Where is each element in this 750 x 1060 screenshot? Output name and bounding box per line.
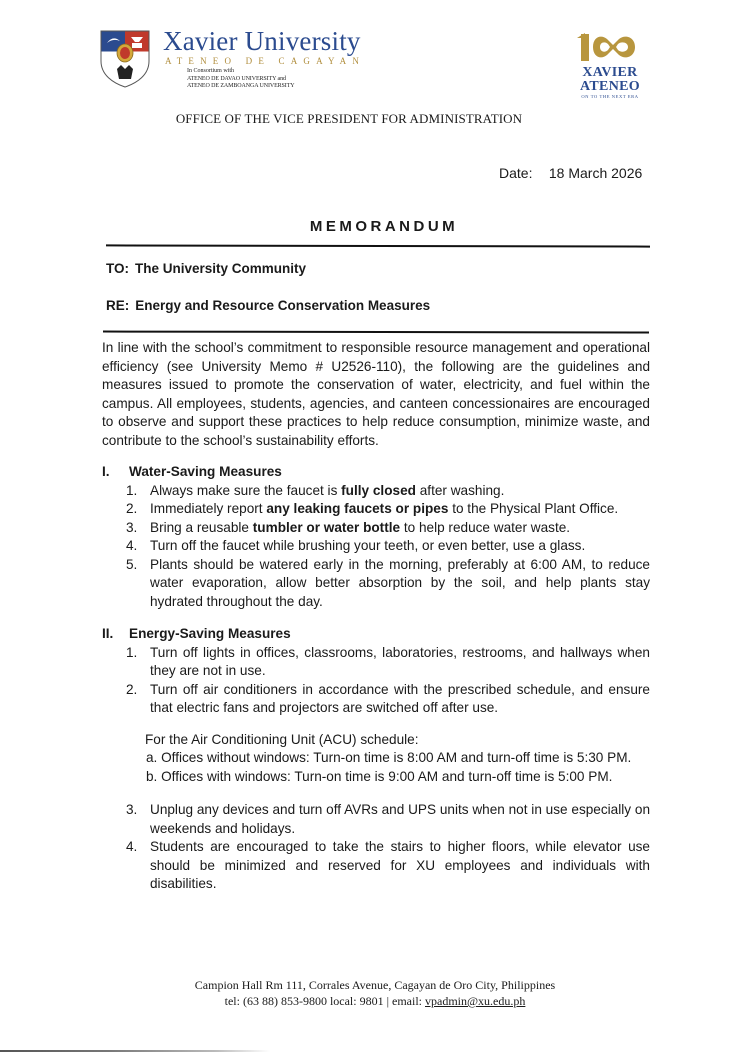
list-item <box>126 500 650 519</box>
centennial-tagline: ON TO THE NEXT ERA <box>581 94 639 99</box>
university-name: Xavier University <box>163 26 361 56</box>
item-text: Students are encouraged to take the stairs to higher floors, while elevator use should be minimized and reserved for XU employees and individuals with disabilities. <box>150 839 650 891</box>
divider-top <box>106 244 650 247</box>
footer-address: Campion Hall Rm 111, Corrales Avenue, Cagayan de Oro City, Philippines <box>194 978 556 992</box>
item-text: Bring a reusable tumbler or water bottle to help reduce water waste. <box>150 519 571 535</box>
date-value: 18 March 2026 <box>548 165 643 181</box>
centennial-line2: ATENEO <box>580 79 640 94</box>
item-number: 1. <box>126 482 138 498</box>
consortium-block <box>187 68 295 91</box>
energy-measures-list <box>126 644 650 718</box>
list-item <box>126 556 650 612</box>
section-number: II. <box>102 626 114 641</box>
intro-paragraph: In line with the school’s commitment to responsible resource management and operational efficiency (see University Memo # U2526-110), the following are the guidelines and measures issued to promote the conservation of water, electricity, and fuel within the campus. All employees, students, agencies, and canteen concessionaires are encouraged to observe and support these practices to help reduce consumption, minimize waste, and contribute to the school’s sustainability efforts. <box>102 340 650 448</box>
footer-contact <box>0 993 750 1009</box>
to-label: TO: <box>106 261 129 276</box>
memo-title-text: MEMORANDUM <box>309 218 459 235</box>
section-heading <box>102 625 650 644</box>
item-text: Plants should be watered early in the morning, preferably at 6:00 AM, to reduce water evaporation, allow better absorption by the soil, and help plants stay hydrated throughout the day. <box>150 556 650 609</box>
memo-re-line <box>106 298 430 313</box>
memo-to-line <box>106 261 306 276</box>
re-label: RE: <box>106 298 130 313</box>
memo-title <box>0 218 750 235</box>
consortium-line: In Consortium with <box>187 68 235 74</box>
list-item <box>126 537 650 556</box>
item-number: 2. <box>126 681 138 697</box>
section-number: I. <box>102 464 110 479</box>
acu-schedule-intro: For the Air Conditioning Unit (ACU) schedule: <box>145 731 419 747</box>
energy-measures-list-continued <box>126 801 650 894</box>
item-number: 2. <box>126 501 138 516</box>
section-water-saving <box>102 463 650 611</box>
item-number: 4. <box>126 839 138 854</box>
water-measures-list <box>126 482 650 612</box>
item-text: Immediately report any leaking faucets or pipes to the Physical Plant Office. <box>150 501 619 516</box>
date-label: Date: <box>499 165 533 181</box>
university-crest-icon <box>99 29 151 89</box>
item-number: 3. <box>126 519 138 535</box>
re-value: Energy and Resource Conservation Measures <box>135 298 431 313</box>
memo-date <box>499 165 642 181</box>
centennial-logo <box>568 30 652 100</box>
divider-bottom <box>103 331 649 334</box>
list-item <box>126 838 650 894</box>
office-heading <box>0 111 750 127</box>
section-energy-saving <box>102 625 650 894</box>
centennial-line1: XAVIER <box>582 65 638 80</box>
office-name: OFFICE OF THE VICE PRESIDENT FOR ADMINISTRATION <box>175 111 523 126</box>
page-footer <box>0 977 750 1009</box>
item-text: Turn off air conditioners in accordance with the prescribed schedule, and ensure that electric fans and projectors are switched off after use. <box>150 681 650 715</box>
item-number: 1. <box>126 644 138 660</box>
item-number: 4. <box>126 538 138 553</box>
item-text: Turn off lights in offices, classrooms, laboratories, restrooms, and hallways when they are not in use. <box>150 644 650 678</box>
list-item <box>126 519 650 538</box>
email-link[interactable]: vpadmin@xu.edu.ph <box>425 994 526 1008</box>
list-item <box>126 681 650 718</box>
acu-schedule <box>145 731 650 787</box>
item-number: 5. <box>126 556 138 572</box>
acu-schedule-entry: b. Offices with windows: Turn-on time is 9:00 AM and turn-off time is 5:00 PM. <box>146 768 613 784</box>
to-value: The University Community <box>135 261 307 276</box>
item-text: Always make sure the faucet is fully closed after washing. <box>150 482 505 498</box>
centennial-100-icon <box>568 30 652 64</box>
list-item <box>126 482 650 501</box>
item-number: 3. <box>126 802 138 817</box>
university-subtitle: ATENEO DE CAGAYAN <box>165 56 366 66</box>
item-text: Unplug any devices and turn off AVRs and UPS units when not in use especially on weekends and holidays. <box>150 802 650 836</box>
footer-phone: tel: (63 88) 853-9800 local: 9801 | email: <box>224 994 425 1008</box>
section-title: Energy-Saving Measures <box>129 626 291 641</box>
list-item <box>126 644 650 681</box>
consortium-line: ATENEO DE DAVAO UNIVERSITY and <box>187 75 286 82</box>
scan-edge-line <box>0 1050 270 1052</box>
section-heading <box>102 463 650 482</box>
item-text: Turn off the faucet while brushing your teeth, or even better, use a glass. <box>150 538 586 553</box>
list-item <box>126 801 650 838</box>
acu-schedule-entry: a. Offices without windows: Turn-on time is 8:00 AM and turn-off time is 5:30 PM. <box>146 750 632 765</box>
section-title: Water-Saving Measures <box>129 464 282 479</box>
consortium-line: ATENEO DE ZAMBOANGA UNIVERSITY <box>187 83 295 89</box>
